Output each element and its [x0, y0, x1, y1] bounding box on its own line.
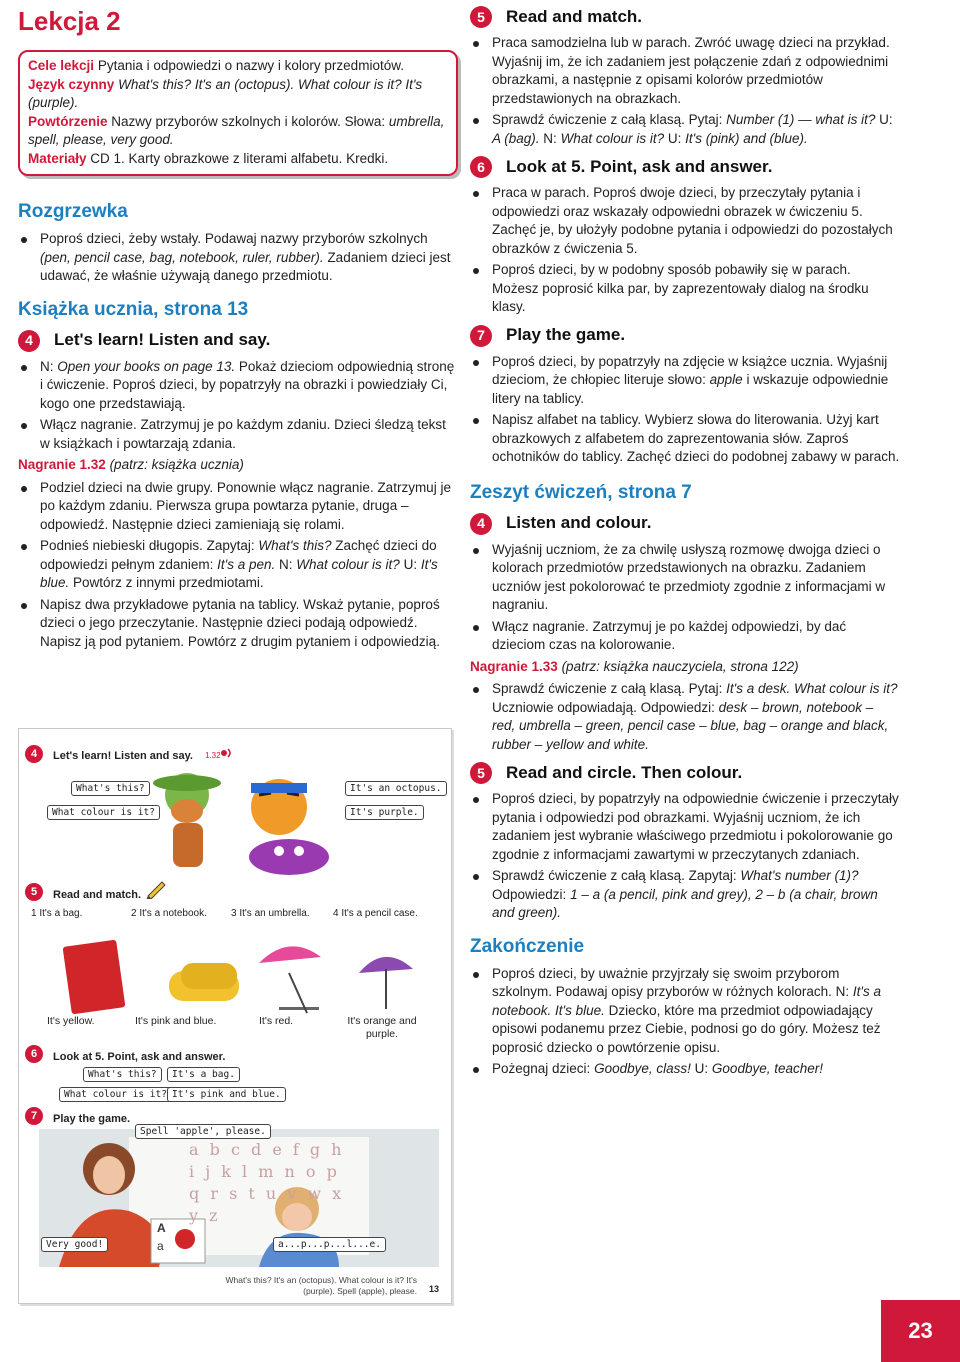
exercise-title: Play the game.: [53, 1113, 131, 1125]
info-language: Język czynny What's this? It's an (octopus). What colour is it? It's (purple).: [28, 76, 423, 110]
exercise-title: Read and circle. Then colour.: [506, 762, 743, 782]
right-column: [470, 6, 900, 1082]
page-title: Lekcja 2: [18, 6, 121, 36]
exercise-title: Look at 5. Point, ask and answer.: [53, 1051, 226, 1063]
speech-bubble: It's a bag.: [167, 1067, 240, 1082]
speech-bubble: Spell 'apple', please.: [135, 1124, 271, 1139]
nagranie-line: Nagranie 1.32 (patrz: książka ucznia): [18, 457, 244, 472]
ksiazka-list-2: [18, 479, 458, 652]
speech-bubble: It's purple.: [345, 805, 424, 820]
exercise-number: 6: [470, 156, 492, 178]
heading-ksiazka: Książka ucznia, strona 13: [18, 298, 249, 320]
caption: It's yellow.: [47, 1015, 95, 1027]
left-column: [18, 6, 458, 654]
exercise-title: Play the game.: [506, 325, 626, 345]
book-page-number: 13: [429, 1284, 440, 1294]
caption: It's orange and purple.: [347, 1015, 417, 1040]
speech-bubble: What's this?: [71, 781, 150, 796]
list-item: Włącz nagranie. Zatrzymuj je po każdym zdaniu. Dzieci śledzą tekst w książkach i powtarzają zdania.: [18, 416, 458, 453]
nagranie-line: Nagranie 1.33 (patrz: książka nauczyciela, strona 122): [470, 658, 799, 674]
list-item: Praca w parach. Poproś dwoje dzieci, by przeczytały pytania i odpowiedzi oraz wskazały odpowiedni obrazek w ćwiczeniu 5. Zachęć je, by ułożyły podobne pytania i odpowiedzi do pozostałych obrazków z ćwiczenia 5.: [470, 184, 900, 258]
match-item: 4 It's a pencil case.: [333, 908, 418, 919]
exercise-number: 5: [470, 6, 492, 28]
rozgrzewka-list: [18, 230, 458, 286]
track-number: 1.32: [205, 751, 221, 760]
exercise-4-header: [18, 330, 458, 352]
exercise-title: Look at 5. Point, ask and answer.: [506, 156, 773, 176]
exercise-number: 6: [25, 1045, 43, 1063]
exercise-number: 5: [25, 883, 43, 901]
exercise-title: Listen and colour.: [506, 513, 652, 533]
speech-bubble: What's this?: [83, 1067, 162, 1082]
info-revision: Powtórzenie Nazwy przyborów szkolnych i kolorów. Słowa: umbrella, spell, please, very good.: [28, 113, 445, 147]
school-items-illustration: [59, 933, 429, 1019]
wb4-list: [470, 541, 900, 655]
heading-rozgrzewka: Rozgrzewka: [18, 201, 128, 222]
alphabet-card-upper: A: [157, 1221, 166, 1235]
wb-exercise-5-header: [470, 762, 900, 784]
list-item: Sprawdź ćwiczenie z całą klasą. Zapytaj: What's number (1)? Odpowiedzi: 1 – a (a pencil, pink and grey), 2 – b (a chair, brown and green).: [470, 867, 900, 923]
list-item: Praca samodzielna lub w parach. Zwróć uwagę dzieci na przykład. Wyjaśnij im, że ich zadaniem jest połączenie zdań z odpowiednimi obrazkami, a następnie z opisami kolorów przedmiotów przedstawionych na obrazkach.: [470, 34, 900, 108]
ksiazka-list: [18, 358, 458, 454]
exercise-number: 5: [470, 762, 492, 784]
heading-zakonczenie: Zakończenie: [470, 935, 585, 957]
caption: It's pink and blue.: [135, 1015, 217, 1027]
exercise-number: 4: [18, 330, 40, 352]
list-item: Poproś dzieci, by w podobny sposób pobawiły się w parach. Możesz poprosić kilka par, by zaprezentowały dialog na środku klasy.: [470, 261, 900, 317]
ex5-list: [470, 34, 900, 148]
board-alphabet: a b c d e f g h i j k l m n o p q r s t u v w x y z: [189, 1140, 345, 1225]
exercise-7-header: [470, 325, 900, 347]
exercise-title: Read and match.: [53, 889, 142, 901]
book-footer-text: What's this? It's an (octopus). What colour is it? It's (purple). Spell (apple), please.: [225, 1275, 417, 1296]
exercise-6-header: [470, 156, 900, 178]
exercise-number: 7: [25, 1107, 43, 1125]
list-item: Wyjaśnij uczniom, że za chwilę usłyszą rozmowę dwojga dzieci o kolorach przedmiotów przedstawionych na obrazku. Zadaniem uczniów jest pokolorować te przedmioty zgodnie z informacjami w nagraniu.: [470, 541, 900, 615]
info-materials: Materiały CD 1. Karty obrazkowe z literami alfabetu. Kredki.: [28, 150, 389, 166]
list-item: Poproś dzieci, by uważnie przyjrzały się swoim przyborom szkolnym. Podawaj opisy przyborów w różnych kolorach. N: It's a notebook. It's blue. Dziecko, które ma przedmiot odpowiadający opisowi podanemu przez Ciebie, podnosi go do góry. Możesz też poprosić dziecko o powtórzenie opisu.: [470, 965, 900, 1058]
speech-bubble: What colour is it?: [59, 1087, 172, 1102]
list-item: Poproś dzieci, by popatrzyły na odpowiednie ćwiczenie i przeczytały pytania i odpowiedzi pod obrazkami. Wyjaśnij uczniom, że ich zadaniem jest wybranie właściwego przedmiotu i pokolorowanie go zgodnie z informacjami zawartymi w przeczytanych zdaniach.: [470, 790, 900, 864]
pencil-icon: [145, 879, 167, 899]
wb4-list-2: [470, 680, 900, 754]
ex7-list: [470, 353, 900, 467]
zakonczenie-list: [470, 965, 900, 1079]
speech-bubble: a...p...p...l...e.: [273, 1237, 386, 1252]
list-item: Pożegnaj dzieci: Goodbye, class! U: Goodbye, teacher!: [470, 1060, 900, 1079]
exercise-number: 7: [470, 325, 492, 347]
student-book-page: [18, 728, 452, 1304]
exercise-5-header: [470, 6, 900, 28]
match-item: 1 It's a bag.: [31, 908, 83, 919]
list-item: Napisz alfabet na tablicy. Wybierz słowa do literowania. Użyj kart obrazkowych z alfabetem do zaprezentowania słów. Zaproś ochotników do tablicy. Zachęć dzieci do podobnej zabawy w parach.: [470, 411, 900, 467]
list-item: Napisz dwa przykładowe pytania na tablicy. Wskaż pytanie, poproś dzieci o jego przeczytanie. Następnie dzieci podają odpowiedź. Napisz ją pod pytaniem. Powtórz z drugim pytaniem i odpowiedzią.: [18, 596, 458, 652]
list-item: Podnieś niebieski długopis. Zapytaj: What's this? Zachęć dzieci do odpowiedzi pełnym zdaniem: It's a pen. N: What colour is it? U: It's blue. Powtórz z innymi przedmiotami.: [18, 537, 458, 593]
list-item: Poproś dzieci, by popatrzyły na zdjęcie w książce ucznia. Wyjaśnij dzieciom, że chłopiec literuje słowo: apple i wskazuje odpowiednie litery na tablicy.: [470, 353, 900, 409]
match-item: 2 It's a notebook.: [131, 908, 207, 919]
caption: It's red.: [259, 1015, 294, 1027]
list-item: Włącz nagranie. Zatrzymuj je po każdej odpowiedzi, by dać dzieciom czas na kolorowanie.: [470, 618, 900, 655]
audio-icon: [219, 746, 233, 760]
exercise-number: 4: [25, 745, 43, 763]
speech-bubble: Very good!: [41, 1237, 108, 1252]
list-item: Podziel dzieci na dwie grupy. Ponownie włącz nagranie. Zatrzymuj je po każdym zdaniu. Pierwsza grupa powtarza pytanie, druga – odpowiedź. Następnie dzieci zamieniają się rolami.: [18, 479, 458, 535]
speech-bubble: What colour is it?: [47, 805, 160, 820]
wb5-list: [470, 790, 900, 923]
exercise-title: Let's learn! Listen and say.: [53, 750, 193, 762]
wb-exercise-4-header: [470, 513, 900, 535]
page-number: 23: [881, 1300, 960, 1362]
list-item: Sprawdź ćwiczenie z całą klasą. Pytaj: Number (1) — what is it? U: A (bag). N: What colour is it? U: It's (pink) and (blue).: [470, 111, 900, 148]
info-goals: Cele lekcji Pytania i odpowiedzi o nazwy i kolory przedmiotów.: [28, 58, 404, 73]
list-item: N: Open your books on page 13. Pokaż dzieciom odpowiednią stronę i ćwiczenie. Poproś dzieci, by popatrzyły na obrazki i powiedziały Ci, kogo one przedstawiają.: [18, 358, 458, 414]
heading-zeszyt: Zeszyt ćwiczeń, strona 7: [470, 481, 692, 503]
illustration-characters: [139, 765, 339, 877]
list-item: Poproś dzieci, żeby wstały. Podawaj nazwy przyborów szkolnych (pen, pencil case, bag, notebook, ruler, rubber). Zadaniem dzieci jest udawać, że właśnie używają danego przedmiotu.: [18, 230, 458, 286]
exercise-number: 4: [470, 513, 492, 535]
lesson-info-box: [18, 50, 458, 176]
list-item: Sprawdź ćwiczenie z całą klasą. Pytaj: It's a desk. What colour is it? Uczniowie odpowiadają. Odpowiedzi: desk – brown, notebook – red, umbrella – green, pencil case – blue, bag – orange and black, rubber – yellow and white.: [470, 680, 900, 754]
alphabet-card-lower: a: [157, 1239, 164, 1253]
exercise-title: Let's learn! Listen and say.: [54, 330, 271, 350]
match-item: 3 It's an umbrella.: [231, 908, 310, 919]
speech-bubble: It's an octopus.: [345, 781, 447, 796]
ex6-list: [470, 184, 900, 317]
speech-bubble: It's pink and blue.: [167, 1087, 286, 1102]
exercise-title: Read and match.: [506, 6, 643, 26]
